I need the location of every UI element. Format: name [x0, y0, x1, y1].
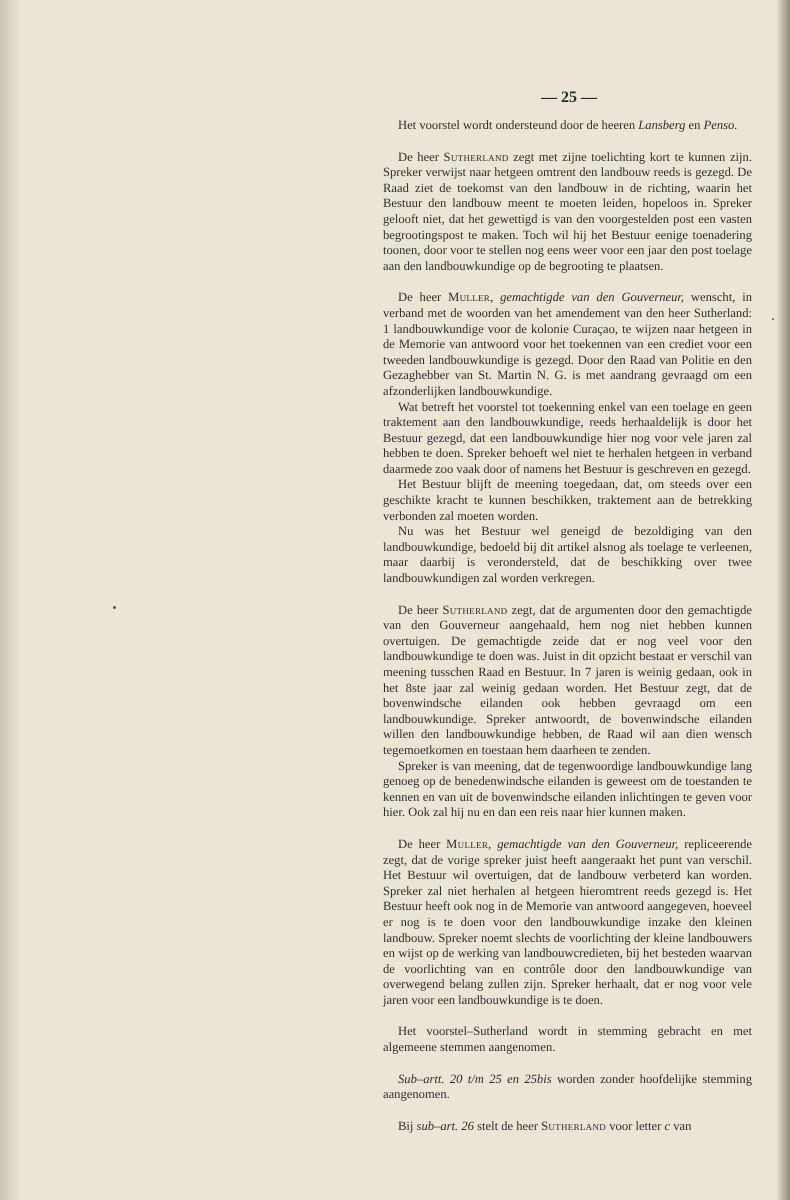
text-run: wenscht, in verband met de woorden van het amendement van den heer Sutherland: 1 landbouwkundige voor de kolonie Curaçao, te wijzen naar hetgeen in de Memorie van antwoord voor het toekennen van een crediet voor een tweeden landbouwkundige is gezegd. Door den Raad van Politie en den Gezaghebber van St. Martin N. G. is met aandrang gevraagd om een afzonderlijken landbouwkundige.: [383, 290, 753, 398]
text-run: De heer: [398, 602, 443, 617]
italic-run: c: [664, 1118, 671, 1133]
paragraph: [383, 759, 752, 821]
text-run: Spreker is van meening, dat de tegenwoordige landbouwkundige lang genoeg op de benedenwindsche eilanden is geweest om de toestanden te kennen en van uit de bovenwindsche eilanden inlichtingen te geven voor hier. Ook zal hij nu en dan een reis naar hier kunnen maken.: [383, 758, 752, 820]
text-run: zegt, dat de argumenten door den gemachtigde van den Gouverneur aangehaald, hem nog niet hebben kunnen overtuigen. De gemachtigde zeide dat er nog veel voor den landbouwkundige te doen was. Juist in dit opzicht bestaat er verschil van meening tusschen Raad en Bestuur. In 7 jaren is weinig gedaan, ook in het 8ste jaar zal weinig gedaan worden. Het Bestuur zegt, dat de bovenwindsche eilanden ook hebben gevraagd om een landbouwkundige. Spreker antwoordt, de bovenwindsche eilanden willen den landbouwkundige hebben, de Raad wil aan dien wensch tegemoetkomen en toestaan hem daarheen te zenden.: [383, 602, 752, 757]
text-run: van: [670, 1118, 692, 1133]
text-run: repliceerende zegt, dat de vorige spreker juist heeft aangeraakt het punt van verschil. Het Bestuur wil overtuigen, dat de landbouw verbeterd kan worden. Spreker zal niet herhalen al hetgeen hieromtrent reeds gezegd is. Het Bestuur heeft ook nog in de Memorie van antwoord aangegeven, hoeveel er nog is te doen voor den landbouwkundige inzake den kleinen landbouw. Spreker noemt slechts de voorlichting der kleine landbouwers en wijst op de werking van landbouwcredieten, bij het besteden waarvan de voorlichting van en contrôle door den landbouwkundige van overwegend belang zullen zijn. Spreker herhaalt, dat er nog voor vele jaren voor een landbouwkundige is te doen.: [383, 836, 753, 1007]
text-run: Bij: [398, 1118, 417, 1133]
paragraph: [383, 1119, 752, 1135]
speaker-name: Muller: [448, 290, 491, 305]
paragraph: [383, 118, 752, 134]
text-run: Wat betreft het voorstel tot toekenning enkel van een toelage en geen traktement aan den landbouwkundige, reeds herhaaldelijk is door het Bestuur gezegd, dat een landbouwkundige hier nog voor vele jaren zal hebben te doen. Spreker behoeft wel niet te herhalen hetgeen in verband daarmede zoo vaak door of namens het Bestuur is geschreven en gezegd.: [383, 399, 752, 476]
text-run: De heer: [398, 836, 447, 851]
speaker-name: Sutherland: [442, 602, 508, 617]
italic-run: gemachtigde van den Gouverneur,: [500, 290, 685, 305]
paragraph: [383, 1024, 752, 1055]
italic-run: Sub–artt. 20 t/m 25 en 25bis: [398, 1071, 552, 1086]
speaker-name: Sutherland: [541, 1118, 607, 1133]
paragraph: [383, 150, 752, 275]
speaker-name: Sutherland: [443, 149, 509, 164]
italic-run: gemachtigde van den Gouverneur,: [497, 836, 679, 851]
paragraph: [383, 400, 752, 478]
italic-run: Lansberg: [638, 118, 686, 132]
paragraph: [383, 290, 752, 399]
text-run: en: [685, 118, 704, 132]
italic-run: sub–art. 26: [416, 1118, 474, 1133]
paragraph: [383, 837, 752, 1009]
text-run: zegt met zijne toelichting kort te kunnen zijn. Spreker verwijst naar hetgeen omtrent den landbouw reeds is gezegd. De Raad ziet de toekomst van den landbouw in de richting, waarin het Bestuur den landbouw meent te moeten leiden, hopeloos in. Spreker gelooft niet, dat het gewettigd is van den voorgestelden post een vasten begrootingspost te maken. Toch wil hij het Bestuur eenige toenadering toonen, door voor te stellen nog eens weer voor een jaar den post toelage aan den landbouwkundige op de begrooting te plaatsen.: [383, 149, 752, 273]
text-run: Het voorstel wordt ondersteund door de heeren: [398, 118, 639, 132]
text-run: ,: [490, 290, 501, 305]
text-run: Het voorstel–Sutherland wordt in stemming gebracht en met algemeene stemmen aangenomen.: [383, 1024, 752, 1055]
paragraph: [383, 477, 752, 524]
paragraph: [383, 1072, 752, 1103]
scan-speck: [772, 318, 774, 320]
text-run: ,: [488, 836, 498, 851]
page-right-edge: [776, 0, 790, 1200]
page-left-shadow: [0, 0, 20, 1200]
paragraph: [383, 603, 752, 759]
text-run: voor letter: [606, 1118, 665, 1133]
text-run: worden zonder hoofdelijke stemming aangenomen.: [383, 1071, 753, 1102]
paragraph: [383, 524, 752, 586]
text-run: De heer: [398, 149, 444, 164]
page-number: — 25 —: [541, 89, 597, 106]
speaker-name: Muller: [446, 836, 489, 851]
italic-run: Penso.: [703, 118, 738, 132]
text-run: stelt de heer: [473, 1118, 542, 1133]
text-run: De heer: [398, 290, 449, 305]
text-run: Het Bestuur blijft de meening toegedaan, dat, om steeds over een geschikte kracht te kunnen beschikken, traktement aan de betrekking verbonden zal moeten worden.: [383, 477, 752, 523]
document-body: [383, 118, 752, 1134]
scan-speck: [113, 606, 116, 609]
text-run: Nu was het Bestuur wel geneigd de bezoldiging van den landbouwkundige, bedoeld bij dit artikel alsnog als toelage te verleenen, maar daarbij is verondersteld, dat de beschikking over twee landbouwkundigen zal worden verkregen.: [383, 524, 752, 586]
